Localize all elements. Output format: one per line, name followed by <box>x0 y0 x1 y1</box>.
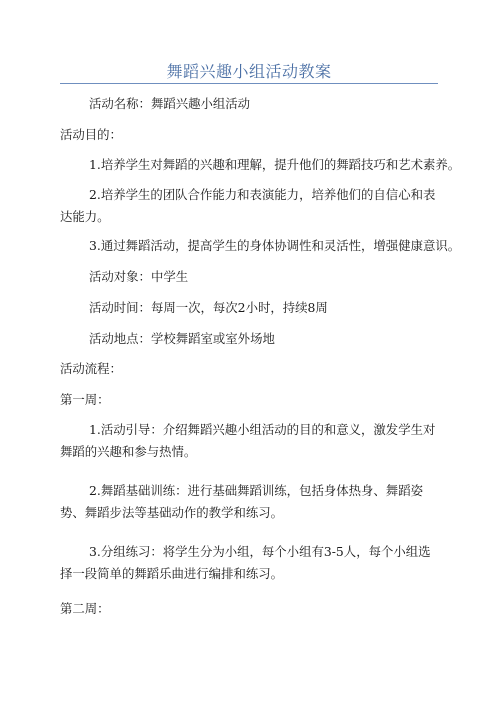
week1-item-2: 2.舞蹈基础训练：进行基础舞蹈训练，包括身体热身、舞蹈姿势、舞蹈步法等基础动作的教学和练习。 <box>60 483 423 520</box>
activity-time: 活动时间：每周一次，每次2小时，持续8周 <box>89 300 328 315</box>
week2-heading: 第二周： <box>60 601 110 616</box>
activity-location: 活动地点：学校舞蹈室或室外场地 <box>89 331 275 346</box>
purpose-item-2: 2.培养学生的团队合作能力和表演能力，培养他们的自信心和表达能力。 <box>60 187 436 224</box>
week1-item-1: 1.活动引导：介绍舞蹈兴趣小组活动的目的和意义，激发学生对舞蹈的兴趣和参与热情。 <box>60 422 436 459</box>
week1-heading: 第一周： <box>60 392 110 407</box>
activity-target: 活动对象：中学生 <box>89 269 189 284</box>
title-divider <box>60 83 438 84</box>
purpose-item-1: 1.培养学生对舞蹈的兴趣和理解，提升他们的舞蹈技巧和艺术素养。 <box>89 157 461 172</box>
document-title: 舞蹈兴趣小组活动教案 <box>166 62 332 81</box>
activity-name: 活动名称：舞蹈兴趣小组活动 <box>89 96 251 111</box>
process-heading: 活动流程： <box>60 361 122 376</box>
purpose-item-3: 3.通过舞蹈活动，提高学生的身体协调性和灵活性，增强健康意识。 <box>89 238 461 253</box>
week1-item-3: 3.分组练习：将学生分为小组，每个小组有3-5人，每个小组选择一段简单的舞蹈乐曲进行编排和练习。 <box>60 544 431 581</box>
purpose-heading: 活动目的： <box>60 127 122 142</box>
